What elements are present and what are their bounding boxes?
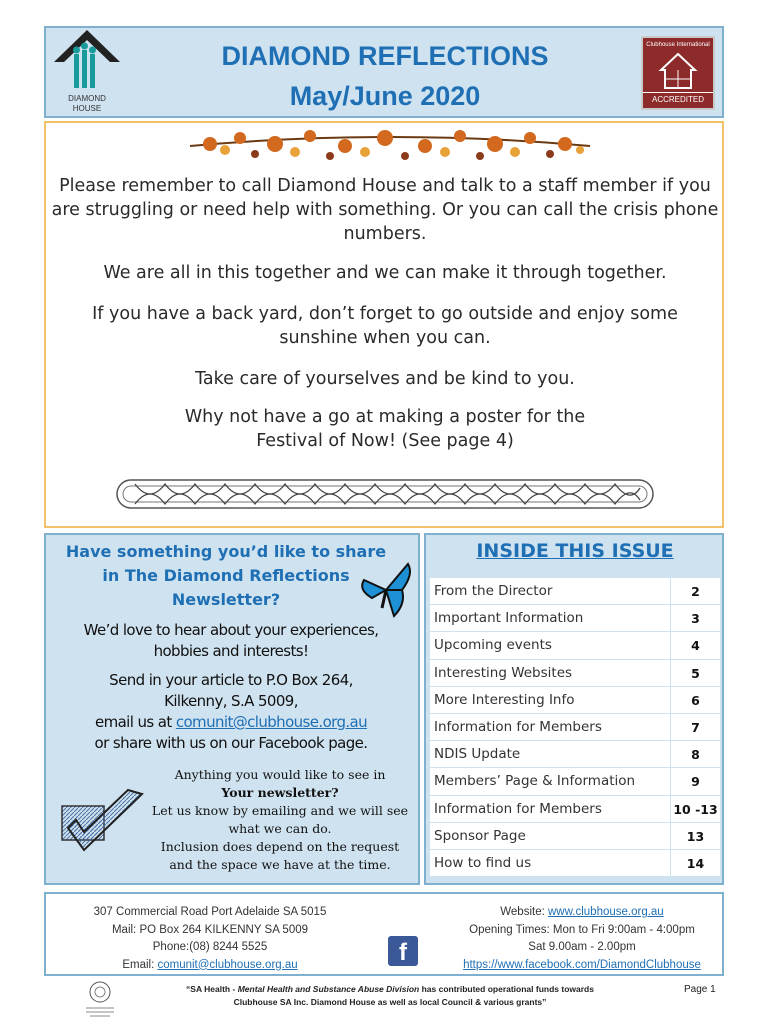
diamond-house-logo — [52, 28, 122, 116]
page-title — [150, 36, 620, 116]
share-email-label: email us at — [94, 713, 172, 731]
message-paragraph-2: We are all in this together and we can make it through together. — [103, 263, 667, 283]
message-paragraph-5: Why not have a go at making a poster for the Festival of Now! (See page 4) — [184, 407, 586, 451]
toc-row[interactable] — [430, 768, 720, 795]
footer-mail: Mail: PO Box 264 KILKENNY SA 5009 — [111, 923, 309, 936]
footer-address: 307 Commercial Road Port Adelaide SA 5015 — [93, 906, 327, 918]
footer-website-label: Website: — [500, 906, 545, 918]
badge-top-text: Clubhouse International — [646, 42, 710, 48]
footer-facebook-link[interactable]: https://www.facebook.com/DiamondClubhouse — [463, 958, 701, 971]
toc-title: Upcoming events — [434, 637, 552, 654]
toc-page: 14 — [670, 850, 720, 876]
toc-title: Information for Members — [434, 718, 602, 735]
toc-title: NDIS Update — [434, 746, 521, 763]
share-facebook-line: or share with us on our Facebook page. — [94, 734, 368, 752]
toc-title: Important Information — [434, 610, 584, 627]
toc-page: 2 — [670, 578, 720, 604]
toc-row[interactable] — [430, 632, 720, 659]
autumn-leaves-divider-icon — [180, 124, 600, 166]
toc-row[interactable] — [430, 796, 720, 823]
toc-page: 9 — [670, 768, 720, 794]
butterfly-icon — [356, 560, 416, 620]
toc-row[interactable] — [430, 741, 720, 768]
share-paragraph-2 — [56, 670, 406, 754]
title-line-2: May/June 2020 — [289, 81, 481, 111]
toc-title: Interesting Websites — [434, 664, 573, 681]
footer-hours-weekday: Opening Times: Mon to Fri 9:00am - 4:00pm — [469, 923, 695, 936]
title-line-1: DIAMOND REFLECTIONS — [221, 41, 549, 71]
toc-title: More Interesting Info — [434, 691, 575, 708]
share-paragraph-1: We’d love to hear about your experiences, hobbies and interests! — [83, 621, 379, 660]
message-paragraph-4: Take care of yourselves and be kind to you. — [195, 369, 575, 389]
share-address-line-1: Send in your article to P.O Box 264, — [109, 671, 353, 689]
footer-website-link[interactable]: www.clubhouse.org.au — [548, 906, 664, 918]
message-paragraph-1: Please remember to call Diamond House and talk to a staff member if you are struggling or need help with something. Or you can call the crisis phone numbers. — [51, 176, 719, 244]
toc-page: 8 — [670, 741, 720, 767]
share-note-line-1: Anything you would like to see in — [174, 767, 386, 782]
inside-this-issue-heading: INSIDE THIS ISSUE — [476, 540, 674, 562]
toc-row[interactable] — [430, 714, 720, 741]
toc-row[interactable] — [430, 660, 720, 687]
toc-page: 7 — [670, 714, 720, 740]
celtic-knot-border-icon — [115, 474, 655, 514]
government-crest-icon — [80, 978, 120, 1018]
message-paragraph-3: If you have a back yard, don’t forget to go outside and enjoy some sunshine when you can. — [92, 304, 678, 348]
toc-title: From the Director — [434, 583, 553, 599]
footer-email-link[interactable]: comunit@clubhouse.org.au — [157, 958, 298, 971]
toc-page: 13 — [670, 823, 720, 849]
table-of-contents — [430, 578, 720, 877]
facebook-icon[interactable]: f — [388, 936, 418, 966]
share-heading: Have something you’d like to share in The Diamond Reflections Newsletter? — [65, 542, 387, 609]
funding-part-d: Clubhouse SA Inc. Diamond House as well as local Council & various grants” — [233, 997, 547, 1007]
share-note-line-2: Your newsletter? — [221, 785, 339, 800]
accredited-badge — [641, 36, 715, 110]
checkmark-pencil-icon — [58, 788, 150, 868]
toc-row[interactable] — [430, 823, 720, 850]
share-note — [150, 766, 410, 874]
contact-left — [60, 904, 360, 974]
share-email-link[interactable]: comunit@clubhouse.org.au — [175, 713, 368, 731]
share-note-line-4: Inclusion does depend on the request and the space we have at the time. — [160, 839, 400, 872]
toc-title: Information for Members — [434, 800, 602, 817]
footer-hours-saturday: Sat 9.00am - 2.00pm — [528, 941, 636, 953]
logo-text-1: DIAMOND — [68, 94, 106, 103]
toc-row[interactable] — [430, 687, 720, 714]
toc-page: 5 — [670, 660, 720, 686]
toc-title: Members’ Page & Information — [434, 773, 636, 790]
funding-division: Mental Health and Substance Abuse Division — [237, 984, 420, 994]
footer-email-label: Email: — [122, 958, 155, 971]
toc-title: Sponsor Page — [434, 827, 526, 844]
toc-row[interactable] — [430, 578, 720, 605]
toc-title: How to find us — [434, 854, 532, 871]
funding-part-a: “SA Health - — [186, 984, 236, 994]
footer-phone: Phone:(08) 8244 5525 — [152, 941, 268, 953]
toc-page: 3 — [670, 605, 720, 631]
funding-part-c: has contributed operational funds towards — [421, 984, 594, 994]
toc-row[interactable] — [430, 605, 720, 632]
contact-right — [434, 904, 730, 974]
badge-bottom-text: ACCREDITED — [643, 92, 713, 104]
logo-text-2: HOUSE — [72, 104, 102, 113]
toc-page: 10 -13 — [670, 796, 720, 822]
toc-row[interactable] — [430, 850, 720, 877]
share-address-line-2: Kilkenny, S.A 5009, — [164, 692, 298, 710]
page-number: Page 1 — [684, 984, 716, 995]
toc-page: 6 — [670, 687, 720, 713]
share-note-line-3: Let us know by emailing and we will see what we can do. — [151, 803, 409, 836]
funding-acknowledgement — [150, 983, 630, 1009]
logo-icon — [52, 28, 122, 94]
toc-page: 4 — [670, 632, 720, 658]
